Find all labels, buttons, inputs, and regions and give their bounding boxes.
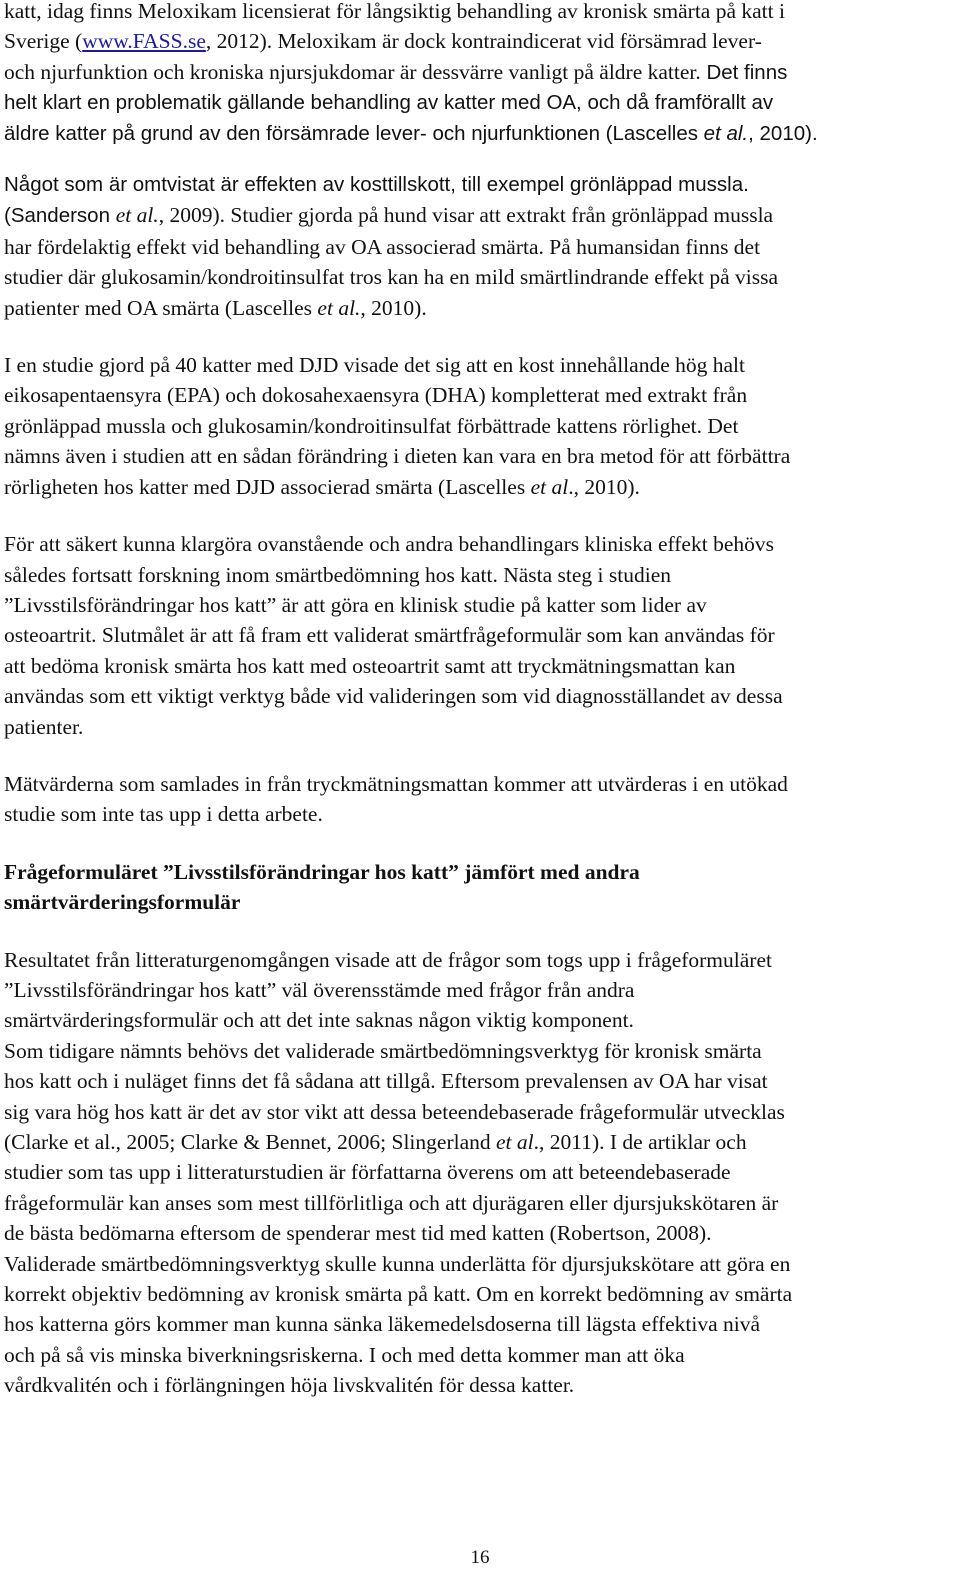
text-line: För att säkert kunna klargöra ovanstående och andra behandlingars kliniska effekt behövs xyxy=(4,532,774,557)
text-line: I en studie gjord på 40 katter med DJD visade det sig att en kost innehållande hög halt xyxy=(4,353,745,378)
heading-line: smärtvärderingsformulär xyxy=(4,890,241,915)
paragraph-meloxikam xyxy=(4,0,956,149)
text-line: således fortsatt forskning inom smärtbedömning hos katt. Nästa steg i studien xyxy=(4,562,671,587)
text-line: osteoartrit. Slutmålet är att få fram ett validerat smärtfrågeformulär som kan användas för xyxy=(4,623,775,648)
text-line: helt klart en problematik gällande behandling av katter med OA, och då framförallt av xyxy=(4,91,774,115)
text-line: användas som ett viktigt verktyg både vid valideringen som vid diagnosställandet av dessa xyxy=(4,684,783,709)
paragraph-resultat xyxy=(4,945,956,1401)
page-number: 16 xyxy=(470,1547,490,1568)
text-line: Resultatet från litteraturgenomgången visade att de frågor som togs upp i frågeformuläret xyxy=(4,947,772,972)
section-heading xyxy=(4,857,956,918)
paragraph-fortsatt-forskning xyxy=(4,529,956,742)
text-line: studier som tas upp i litteraturstudien är författarna överens om att beteendebaserade xyxy=(4,1160,731,1185)
text-line: frågeformulär kan anses som mest tillförlitliga och att djurägaren eller djursjukskötaren är xyxy=(4,1190,779,1215)
text-line: rörligheten hos katter med DJD associerad smärta (Lascelles et al., 2010). xyxy=(4,474,640,499)
text-line: sig vara hög hos katt är det av stor vikt att dessa beteendebaserade frågeformulär utvecklas xyxy=(4,1099,785,1124)
text-line: Validerade smärtbedömningsverktyg skulle kunna underlätta för djursjukskötare att göra en xyxy=(4,1251,791,1276)
text-line: studier där glukosamin/kondroitinsulfat tros kan ha en mild smärtlindrande effekt på vissa xyxy=(4,265,779,290)
document-page xyxy=(4,0,956,1401)
text-line: studie som inte tas upp i detta arbete. xyxy=(4,802,323,827)
text-line: de bästa bedömarna eftersom de spenderar mest tid med katten (Robertson, 2008). xyxy=(4,1221,712,1246)
text-line: patienter. xyxy=(4,714,84,739)
text-line: nämns även i studien att en sådan förändring i dieten kan vara en bra metod för att förbättra xyxy=(4,444,791,469)
text-line: (Sanderson et al., 2009). Studier gjorda på hund visar att extrakt från grönläppad mussla xyxy=(4,203,774,228)
heading-line: Frågeformuläret ”Livsstilsförändringar hos katt” jämfört med andra xyxy=(4,859,640,884)
text-line: vårdkvalitén och i förlängningen höja livskvalitén för dessa katter. xyxy=(4,1373,575,1398)
text-line: grönläppad mussla och glukosamin/kondroitinsulfat förbättrade kattens rörlighet. Det xyxy=(4,413,739,438)
text-line: smärtvärderingsformulär och att det inte saknas någon viktig komponent. xyxy=(4,1008,634,1033)
text-line: och på så vis minska biverkningsriskerna. I och med detta kommer man att öka xyxy=(4,1342,685,1367)
paragraph-kosttillskott xyxy=(4,170,956,323)
text-line: och njurfunktion och kroniska njursjukdomar är dessvärre vanligt på äldre katter. Det finns xyxy=(4,59,788,84)
text-line: Som tidigare nämnts behövs det validerade smärtbedömningsverktyg för kronisk smärta xyxy=(4,1038,762,1063)
text-line: ”Livsstilsförändringar hos katt” är att göra en klinisk studie på katter som lider av xyxy=(4,592,707,617)
text-line: ”Livsstilsförändringar hos katt” väl överensstämde med frågor från andra xyxy=(4,977,635,1002)
fass-link[interactable]: www.FASS.se xyxy=(82,29,206,54)
text-line: att bedöma kronisk smärta hos katt med osteoartrit samt att tryckmätningsmattan kan xyxy=(4,653,736,678)
text-line: korrekt objektiv bedömning av kronisk smärta på katt. Om en korrekt bedömning av smärta xyxy=(4,1282,793,1307)
text-line: hos katterna görs kommer man kunna sänka läkemedelsdoserna till lägsta effektiva nivå xyxy=(4,1312,761,1337)
text-line: eikosapentaensyra (EPA) och dokosahexaensyra (DHA) kompletterat med extrakt från xyxy=(4,383,748,408)
text-line: Något som är omtvistat är effekten av kosttillskott, till exempel grönläppad mussla. xyxy=(4,173,749,197)
text-line: hos katt och i nuläget finns det få sådana att tillgå. Eftersom prevalensen av OA har visat xyxy=(4,1069,768,1094)
text-line: (Clarke et al., 2005; Clarke & Bennet, 2006; Slingerland et al., 2011). I de artiklar och xyxy=(4,1130,747,1154)
text-line: katt, idag finns Meloxikam licensierat för långsiktig behandling av kronisk smärta på katt i xyxy=(4,0,785,23)
text-line: Mätvärderna som samlades in från tryckmätningsmattan kommer att utvärderas i en utökad xyxy=(4,771,788,796)
text-line: har fördelaktig effekt vid behandling av OA associerad smärta. På humansidan finns det xyxy=(4,234,761,259)
text-line: Sverige (www.FASS.se, 2012). Meloxikam är dock kontraindicerat vid försämrad lever- xyxy=(4,29,762,54)
text-line: äldre katter på grund av den försämrade lever- och njurfunktionen (Lascelles et al., 2010). xyxy=(4,121,818,145)
paragraph-studie-djd xyxy=(4,350,956,502)
paragraph-matvarden xyxy=(4,769,956,830)
text-line: patienter med OA smärta (Lascelles et al., 2010). xyxy=(4,295,427,320)
